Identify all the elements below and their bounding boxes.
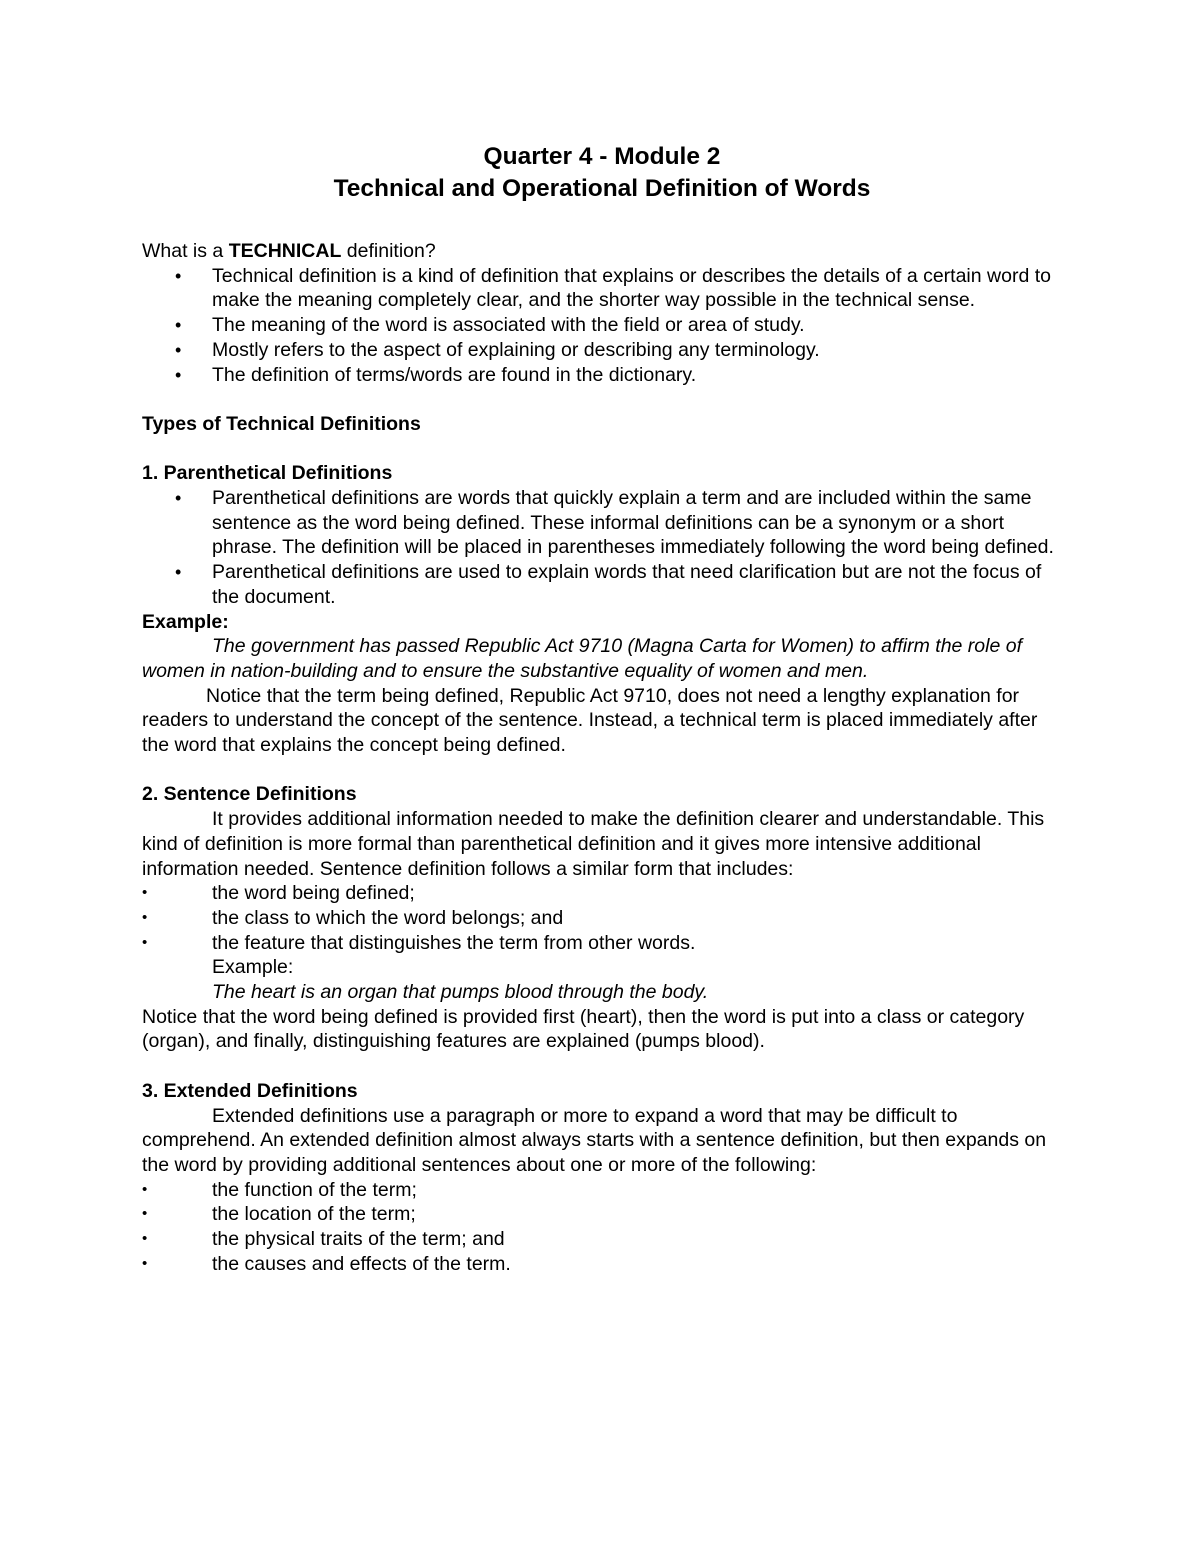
list-item-text: Parenthetical definitions are used to explain words that need clarification but are not the focus of the document. [212, 561, 1042, 608]
sentence-notice: Notice that the word being defined is provided first (heart), then the word is put into a class or category (organ), and finally, distinguishing features are explained (pumps blood). [142, 1005, 1025, 1053]
types-heading: Types of Technical Definitions [142, 412, 421, 435]
bullet-icon: • [175, 339, 182, 360]
bullet-icon: • [142, 1230, 148, 1248]
spacer [142, 758, 1062, 783]
intro-bold-word: TECHNICAL [228, 240, 342, 262]
parenthetical-heading: 1. Parenthetical Definitions [142, 462, 393, 485]
bullet-icon: • [142, 1180, 148, 1198]
intro-prefix: What is a [142, 240, 229, 262]
list-item [142, 363, 1062, 388]
list-item [142, 906, 1062, 931]
parenthetical-example-text: The government has passed Republic Act 9710 (Magna Carta for Women) to affirm the role of women in nation-building and to ensure the substantive equality of women and men. [142, 635, 1023, 682]
parenthetical-bullet-list [142, 486, 1062, 610]
spacer [142, 387, 1062, 412]
list-item-text: the function of the term; [212, 1178, 417, 1201]
list-item-text: Parenthetical definitions are words that quickly explain a term and are included within the same sentence as the word being defined. These informal definitions can be a synonym or a short phrase. The definition will be placed in parentheses immediately following the word being defined. [212, 487, 1054, 559]
list-item [142, 1178, 1062, 1203]
list-item-text: Technical definition is a kind of definition that explains or describes the details of a certain word to make the meaning completely clear, and the shorter way possible in the technical sense. [212, 264, 1051, 312]
extended-heading: 3. Extended Definitions [142, 1079, 358, 1102]
list-item [142, 1252, 1062, 1277]
intro-suffix: definition? [341, 240, 436, 262]
list-item [142, 881, 1062, 906]
bullet-icon: • [142, 933, 148, 951]
list-item-text: the word being defined; [212, 882, 415, 905]
list-item [142, 338, 1062, 363]
bullet-icon: • [142, 1205, 148, 1223]
list-item-text: The definition of terms/words are found in the dictionary. [212, 363, 697, 386]
list-item [142, 486, 1062, 560]
list-item-text: the feature that distinguishes the term from other words. [212, 931, 696, 954]
list-item [142, 1227, 1062, 1252]
intro-bullet-list [142, 264, 1062, 388]
extended-body: Extended definitions use a paragraph or more to expand a word that may be difficult to comprehend. An extended definition almost always starts with a sentence definition, but then expands on the word by providing additional sentences about one or more of the following: [142, 1104, 1047, 1176]
list-item-text: the physical traits of the term; and [212, 1228, 505, 1251]
list-item-text: the causes and effects of the term. [212, 1252, 511, 1275]
bullet-icon: • [142, 908, 148, 926]
document-title-line2: Technical and Operational Definition of Words [333, 175, 871, 202]
parenthetical-notice: Notice that the term being defined, Republic Act 9710, does not need a lengthy explanation for readers to understand the concept of the sentence. Instead, a technical term is placed immediately after the word that explains the concept being defined. [142, 684, 1038, 757]
document-title-line1: Quarter 4 - Module 2 [483, 143, 721, 170]
list-item-text: the location of the term; [212, 1203, 416, 1226]
list-item [142, 313, 1062, 338]
spacer [142, 1054, 1062, 1079]
parenthetical-example-label: Example: [142, 610, 229, 633]
title-block [142, 141, 1062, 205]
sentence-example-text: The heart is an organ that pumps blood through the body. [212, 981, 709, 1004]
bullet-icon: • [142, 1254, 148, 1272]
sentence-heading: 2. Sentence Definitions [142, 783, 357, 806]
extended-bullet-list [142, 1178, 1062, 1277]
document-page [142, 141, 1062, 1276]
list-item [142, 931, 1062, 956]
sentence-example-label: Example: [212, 956, 294, 979]
list-item [142, 560, 1062, 609]
intro-question [142, 239, 1062, 264]
spacer [142, 437, 1062, 462]
bullet-icon: • [175, 364, 182, 385]
list-item-text: The meaning of the word is associated with the field or area of study. [212, 314, 805, 337]
sentence-body: It provides additional information needed to make the definition clearer and understandable. This kind of definition is more formal than parenthetical definition and it gives more intensive additional information needed. Sentence definition follows a similar form that includes: [142, 808, 1045, 880]
bullet-icon: • [175, 265, 182, 286]
list-item-text: the class to which the word belongs; and [212, 906, 564, 929]
bullet-icon: • [175, 488, 182, 508]
sentence-bullet-list [142, 881, 1062, 955]
list-item [142, 1202, 1062, 1227]
bullet-icon: • [142, 884, 148, 902]
list-item-text: Mostly refers to the aspect of explaining or describing any terminology. [212, 338, 820, 361]
list-item [142, 264, 1062, 313]
bullet-icon: • [175, 562, 182, 583]
bullet-icon: • [175, 315, 182, 336]
